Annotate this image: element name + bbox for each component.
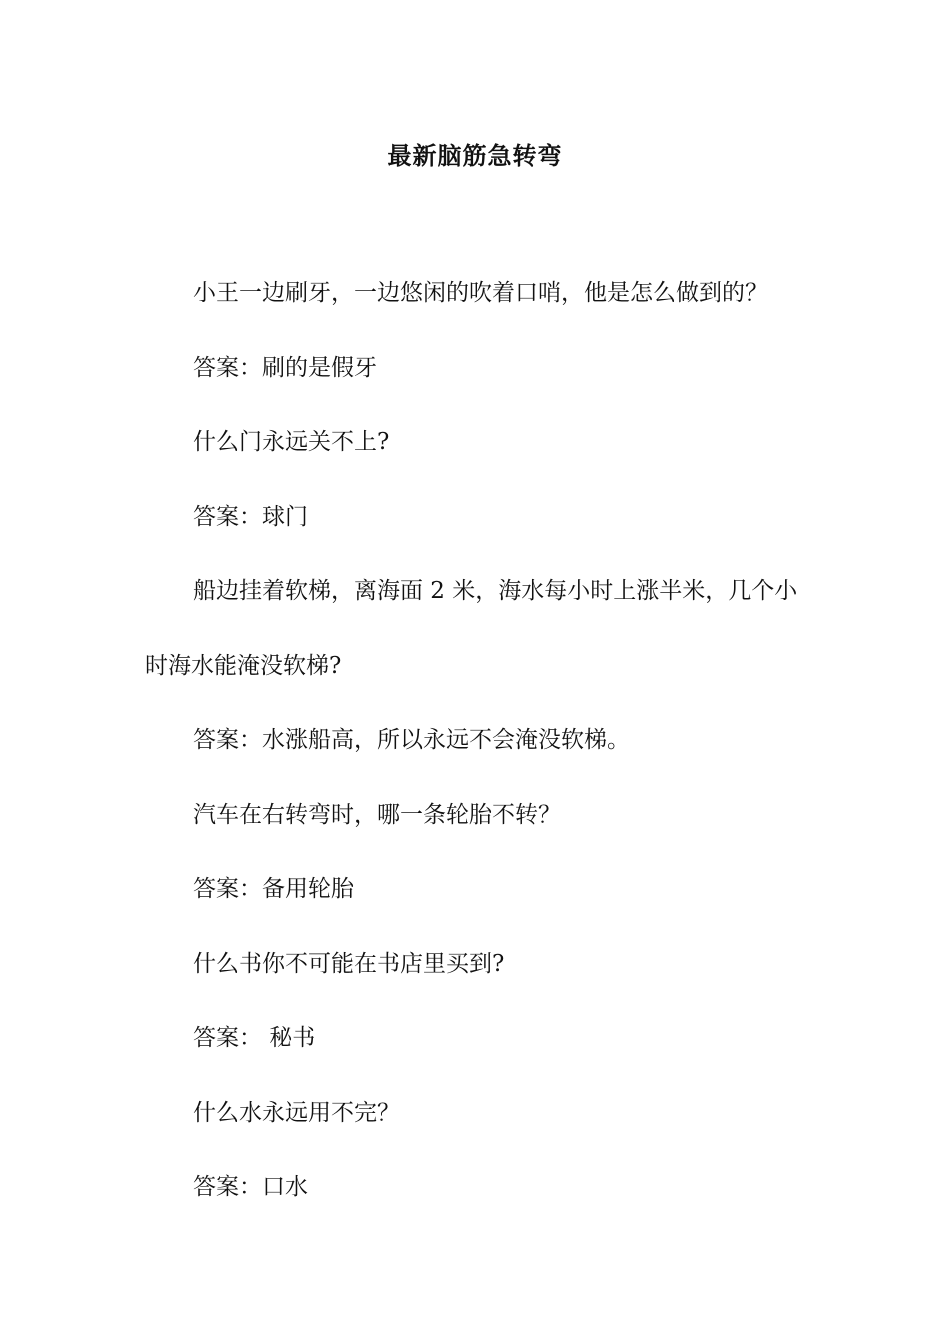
answer-paragraph: 答案： 秘书 [193, 1025, 316, 1051]
question-paragraph: 什么门永远关不上? [193, 429, 390, 455]
document-body [145, 256, 810, 1225]
question-paragraph: 船边挂着软梯，离海面 2 米，海水每小时上涨半米，几个小时海水能淹没软梯? [145, 578, 798, 679]
answer-paragraph: 答案：球门 [193, 503, 308, 530]
answer-paragraph: 答案：口水 [193, 1174, 308, 1200]
question-paragraph: 小王一边刷牙，一边悠闲的吹着口哨，他是怎么做到的？ [193, 280, 768, 306]
answer-paragraph: 答案：备用轮胎 [193, 876, 354, 902]
question-paragraph: 什么水永远用不完？ [193, 1099, 400, 1126]
answer-paragraph: 答案：水涨船高，所以永远不会淹没软梯。 [193, 727, 630, 753]
answer-paragraph: 答案：刷的是假牙 [193, 354, 377, 381]
page-title: 最新脑筋急转弯 [387, 141, 563, 170]
question-paragraph: 汽车在右转弯时，哪一条轮胎不转？ [193, 801, 561, 828]
question-paragraph: 什么书你不可能在书店里买到? [193, 950, 505, 977]
